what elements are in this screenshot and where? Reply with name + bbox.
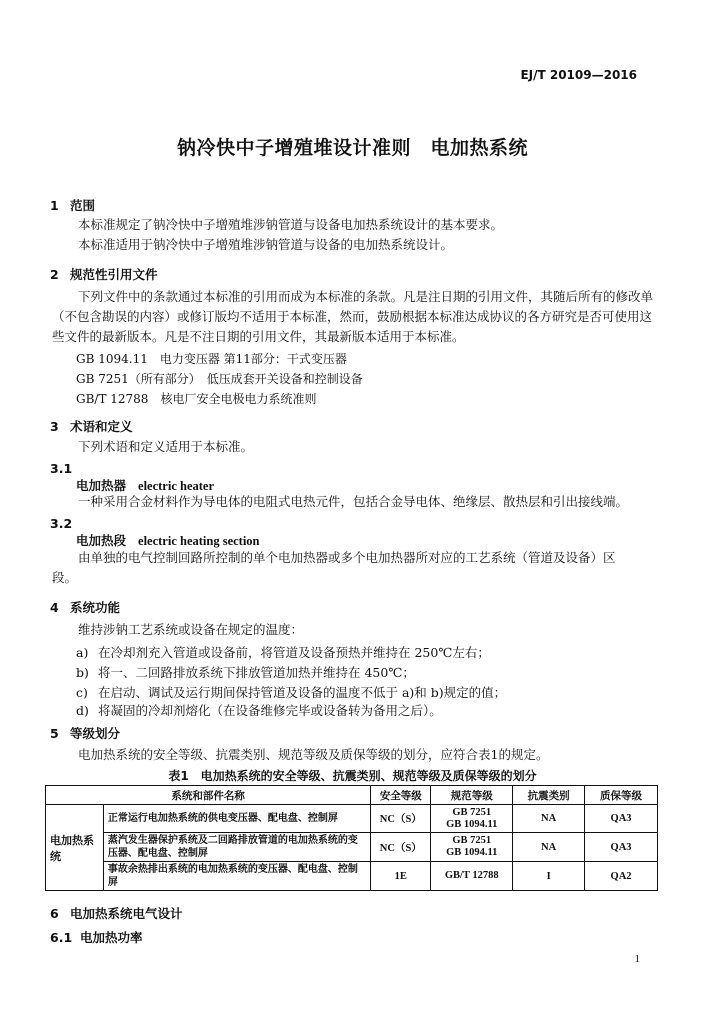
section-title: 系统功能 xyxy=(70,600,121,615)
section-2-heading xyxy=(50,265,158,283)
section-number: 3 xyxy=(50,419,59,434)
list-text: 在冷却剂充入管道或设备前，将管道及设备预热并维持在 250℃左右； xyxy=(98,645,490,660)
list-item xyxy=(76,663,415,681)
term-3-2-number: 3.2 xyxy=(50,516,73,531)
qa-class-cell: QA2 xyxy=(585,862,658,891)
section-4-heading xyxy=(50,598,120,616)
category-cell: 电加热系统 xyxy=(46,805,104,891)
section-number: 1 xyxy=(50,198,59,213)
reference-item: GB 7251（所有部分） 低压成套开关设备和控制设备 xyxy=(76,372,363,386)
classification-table xyxy=(45,785,658,891)
seismic-category-cell: I xyxy=(513,862,585,891)
section-6-heading xyxy=(50,904,183,922)
term-en: electric heater xyxy=(138,479,214,493)
header-cell: 质保等级 xyxy=(585,786,658,805)
seismic-category-cell: NA xyxy=(513,833,585,862)
term-3-2-definition-line2: 段。 xyxy=(52,570,78,585)
page-title: 钠冷快中子增殖堆设计准则 电加热系统 xyxy=(176,137,528,159)
qa-class-cell: QA3 xyxy=(585,833,658,862)
table-row xyxy=(46,805,658,833)
term-en: electric heating section xyxy=(138,534,260,548)
code-line: GB 7251 xyxy=(452,806,492,818)
section-number: 4 xyxy=(50,600,59,615)
table-row xyxy=(46,833,658,862)
standard-code: EJ/T 20109—2016 xyxy=(520,68,637,82)
code-class-cell: GB/T 12788 xyxy=(431,862,513,891)
code-line: GB 1094.11 xyxy=(446,818,498,830)
section-3-heading xyxy=(50,417,133,435)
list-item xyxy=(76,683,506,701)
section-title: 范围 xyxy=(70,198,96,213)
code-class-cell xyxy=(431,833,513,862)
table-title: 表1 电加热系统的安全等级、抗震类别、规范等级及质保等级的划分 xyxy=(168,769,537,783)
list-label: c) xyxy=(76,685,88,700)
header-cell: 抗震类别 xyxy=(513,786,585,805)
list-item xyxy=(76,701,442,719)
section-5-para-1: 电加热系统的安全等级、抗震类别、规范等级及质保等级的划分，应符合表1的规定。 xyxy=(78,747,549,762)
section-number: 2 xyxy=(50,267,59,282)
reference-item: GB 1094.11 电力变压器 第11部分：干式变压器 xyxy=(76,352,347,366)
list-label: b) xyxy=(76,665,89,680)
section-title: 术语和定义 xyxy=(70,419,133,434)
section-6-1-heading xyxy=(50,928,143,946)
section-1-para-2: 本标准适用于钠冷快中子增殖堆涉钠管道与设备的电加热系统设计。 xyxy=(78,237,454,252)
section-1-para-1: 本标准规定了钠冷快中子增殖堆涉钠管道与设备电加热系统设计的基本要求。 xyxy=(78,217,504,232)
section-title: 电加热系统电气设计 xyxy=(70,906,183,921)
section-title: 等级划分 xyxy=(70,726,121,741)
seismic-category-cell: NA xyxy=(513,805,585,833)
list-text: 将一、二回路排放系统下排放管道加热并维持在 450℃； xyxy=(98,665,415,680)
section-1-heading xyxy=(50,196,95,214)
section-3-para-1: 下列术语和定义适用于本标准。 xyxy=(78,439,254,454)
safety-class-cell: NC（S） xyxy=(371,805,431,833)
list-item xyxy=(76,643,490,661)
list-text: 将凝固的冷却剂熔化（在设备维修完毕或设备转为备用之后）。 xyxy=(98,703,442,718)
code-class-cell xyxy=(431,805,513,833)
component-name-cell: 蒸汽发生器保护系统及二回路排放管道的电加热系统的变压器、配电盘、控制屏 xyxy=(103,833,370,862)
section-4-para-1: 维持涉钠工艺系统或设备在规定的温度： xyxy=(78,622,304,637)
header-cell: 规范等级 xyxy=(431,786,513,805)
code-line: GB 1094.11 xyxy=(446,847,498,858)
reference-item: GB/T 12788 核电厂安全电极电力系统准则 xyxy=(76,392,317,406)
section-number: 6 xyxy=(50,906,59,921)
section-number: 6.1 xyxy=(50,930,73,945)
term-cn: 电加热段 xyxy=(76,533,127,548)
header-cell: 系统和部件名称 xyxy=(46,786,371,805)
term-3-1-definition: 一种采用合金材料作为导电体的电阻式电热元件，包括合金导电体、绝缘层、散热层和引出接线端。 xyxy=(78,494,629,509)
table-row xyxy=(46,862,658,891)
component-name-cell: 事故余热排出系统的电加热系统的变压器、配电盘、控制屏 xyxy=(103,862,370,891)
term-3-2-definition-line1: 由单独的电气控制回路所控制的单个电加热器或多个电加热器所对应的工艺系统（管道及设备）区 xyxy=(78,550,616,565)
list-text: 在启动、调试及运行期间保持管道及设备的温度不低于 a)和 b)规定的值； xyxy=(98,685,507,700)
qa-class-cell: QA3 xyxy=(585,805,658,833)
list-label: a) xyxy=(76,645,89,660)
list-label: d) xyxy=(76,703,89,718)
term-3-1-number: 3.1 xyxy=(50,461,73,476)
term-cn: 电加热器 xyxy=(76,478,127,493)
section-title: 电加热功率 xyxy=(80,930,143,945)
table-header-row xyxy=(46,786,658,805)
header-cell: 安全等级 xyxy=(371,786,431,805)
section-2-para-1: 下列文件中的条款通过本标准的引用而成为本标准的条款。凡是注日期的引用文件，其随后所有的修改单（不包含勘误的内容）或修订版均不适用于本标准，然而，鼓励根据本标准达成协议的各方研究是否可使用这些文件的最新版本。凡是不注日期的引用文件，其最新版本适用于本标准。 xyxy=(52,289,654,344)
section-number: 5 xyxy=(50,726,59,741)
section-title: 规范性引用文件 xyxy=(70,267,158,282)
section-5-heading xyxy=(50,724,120,742)
page-number: 1 xyxy=(634,953,640,965)
safety-class-cell: 1E xyxy=(371,862,431,891)
component-name-cell: 正常运行电加热系统的供电变压器、配电盘、控制屏 xyxy=(103,805,370,833)
code-line: GB 7251 xyxy=(452,835,492,846)
safety-class-cell: NC（S） xyxy=(371,833,431,862)
term-3-2-heading xyxy=(76,531,260,549)
